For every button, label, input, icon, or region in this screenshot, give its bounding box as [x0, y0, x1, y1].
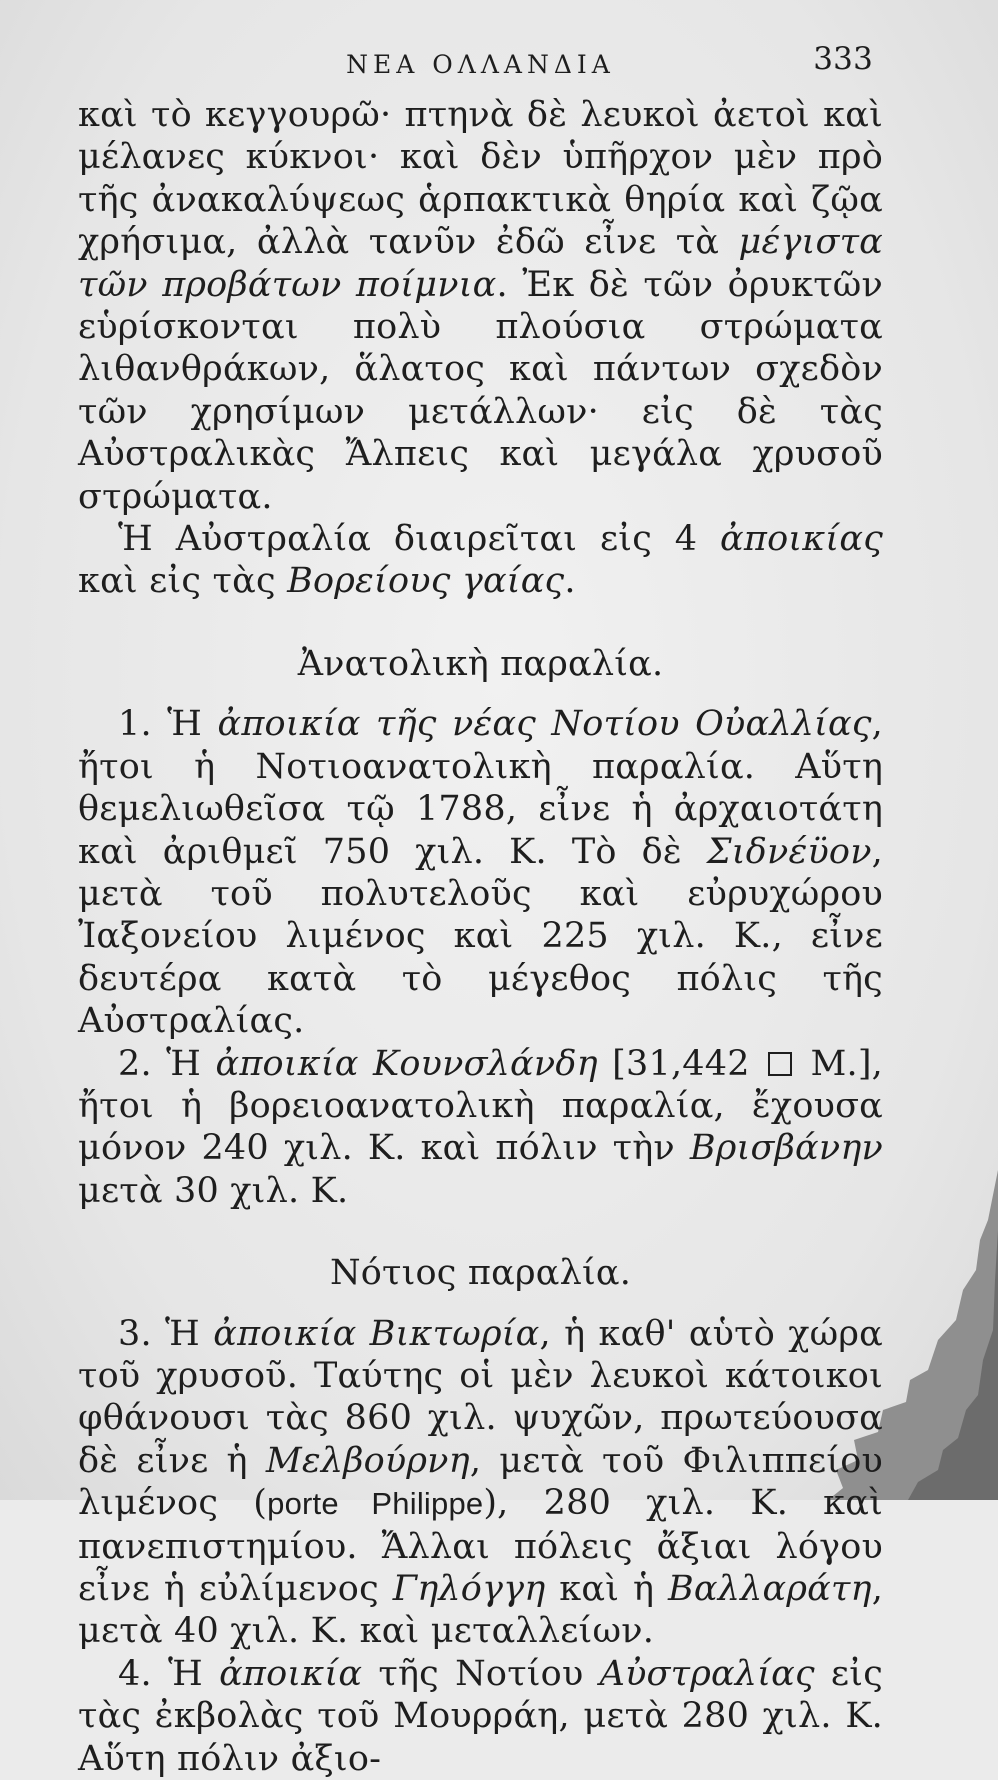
- square-unit-icon: [768, 1052, 792, 1076]
- list-item-4: 4. Ἡ ἀποικία τῆς Νοτίου Αὐστραλίας εἰς τὰς ἐκβολὰς τοῦ Μουρράη, μετὰ 280 χιλ. Κ. Αὕτη πόλιν ἀξιο-: [78, 1653, 883, 1779]
- list-item-3: 3. Ἡ ἀποικία Βικτωρία, ἡ καθ' αὑτὸ χώρα τοῦ χρυσοῦ. Ταύτης οἱ μὲν λευκοὶ κάτοικοι φθάνουσι τὰς 860 χιλ. ψυχῶν, πρωτεύουσα δὲ εἶνε ἡ Μελβούρνη, μετὰ τοῦ Φιλιππείου λιμένος (porte Philippe), 280 χιλ. Κ. καὶ πανεπιστημίου. Ἄλλαι πόλεις ἄξιαι λόγου εἶνε ἡ εὐλίμενος Γηλόγγη καὶ ἡ Βαλλαράτη, μετὰ 40 χιλ. Κ. καὶ μεταλλείων.: [78, 1313, 884, 1652]
- section-heading-south: Νότιος παραλία.: [329, 1253, 632, 1294]
- page-number: 333: [813, 41, 873, 77]
- page-text: [78, 38, 883, 1780]
- section-heading-east: Ἀνατολικὴ παραλία.: [297, 643, 664, 684]
- page-header: [78, 38, 883, 94]
- running-head: ΝΕΑ ΟΛΛΑΝΔΙΑ: [346, 50, 615, 79]
- division-paragraph: Ἡ Αὐστραλία διαιρεῖται εἰς 4 ἀποικίας καὶ εἰς τὰς Βορείους γαίας.: [78, 519, 883, 602]
- intro-paragraph: καὶ τὸ κεγγουρῶ· πτηνὰ δὲ λευκοὶ ἀετοὶ καὶ μέλανες κύκνοι· καὶ δὲν ὑπῆρχον μὲν πρὸ τῆς ἀνακαλύψεως ἁρπακτικὰ θηρία καὶ ζῷα χρήσιμα, ἀλλὰ τανῦν ἐδῶ εἶνε τὰ μέγιστα τῶν προβάτων ποίμνια. Ἐκ δὲ τῶν ὀρυκτῶν εὑρίσκονται πολὺ πλούσια στρώματα λιθανθράκων, ἅλατος καὶ πάντων σχεδὸν τῶν χρησίμων μετάλλων· εἰς δὲ τὰς Αὐστραλικὰς Ἄλπεις καὶ μεγάλα χρυσοῦ στρώματα.: [78, 95, 883, 517]
- list-item-1: 1. Ἡ ἀποικία τῆς νέας Νοτίου Οὐαλλίας, ἤτοι ἡ Νοτιοανατολικὴ παραλία. Αὕτη θεμελιωθεῖσα τῷ 1788, εἶνε ἡ ἀρχαιοτάτη καὶ ἀριθμεῖ 750 χιλ. Κ. Τὸ δὲ Σιδνέϋον, μετὰ τοῦ πολυτελοῦς καὶ εὐρυχώρου Ἰαξονείου λιμένος καὶ 225 χιλ. Κ., εἶνε δευτέρα κατὰ τὸ μέγεθος πόλις τῆς Αὐστραλίας.: [78, 704, 883, 1042]
- list-item-2: 2. Ἡ ἀποικία Κουνσλάνδη [31,442 Μ.], ἤτοι ἡ βορειοανατολικὴ παραλία, ἔχουσα μόνον 240 χιλ. Κ. καὶ πόλιν τὴν Βρισβάνην μετὰ 30 χιλ. Κ.: [78, 1043, 884, 1211]
